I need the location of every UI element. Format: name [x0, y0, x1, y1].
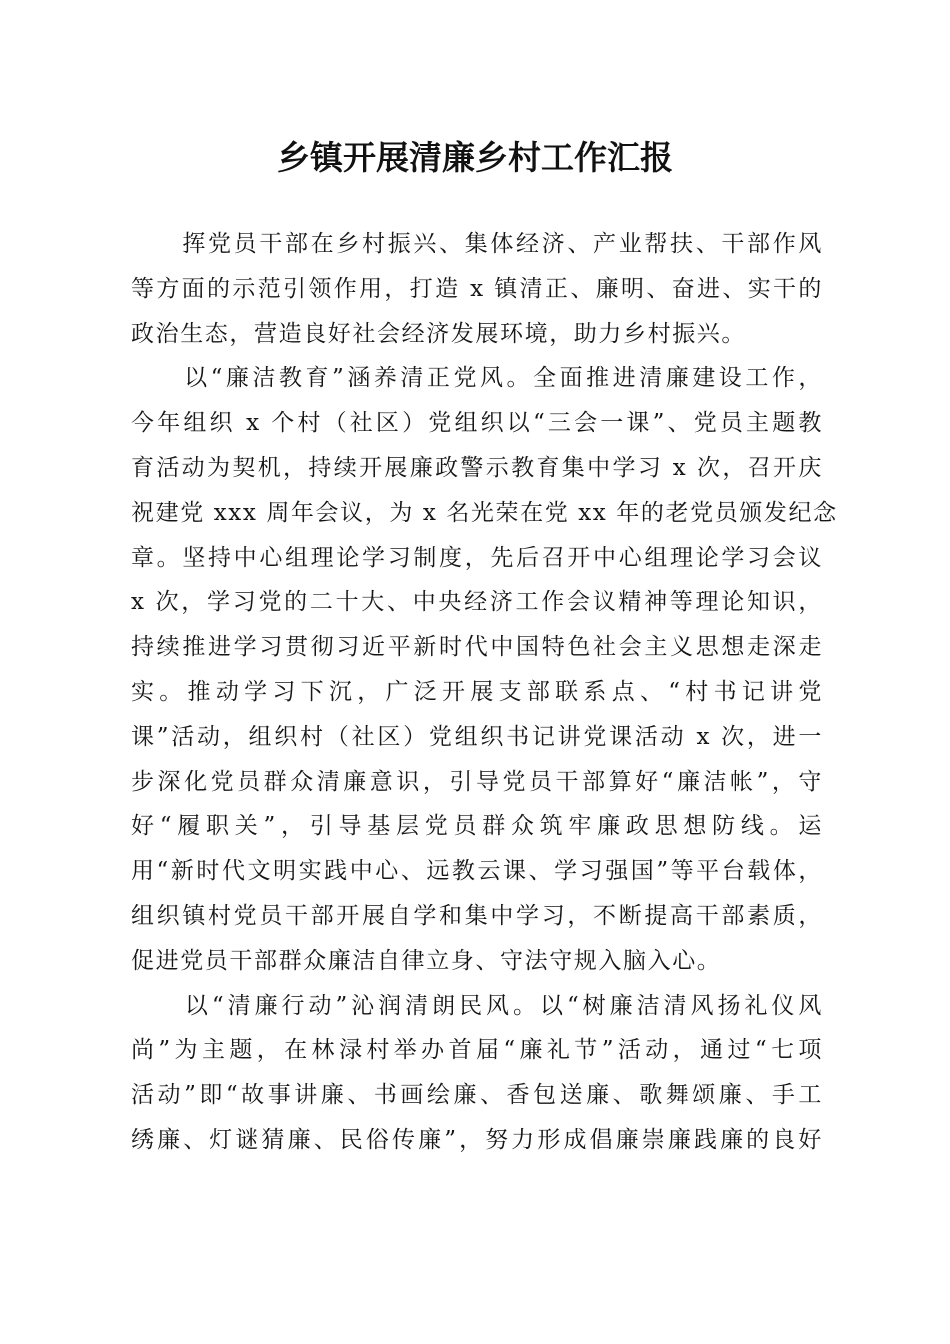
document-body: [131, 222, 838, 1163]
paragraph-2: [131, 356, 838, 983]
text-line: 促进党员干部群众廉洁自律立身、守法守规入脑入心。: [131, 947, 722, 974]
text-line: 育活动为契机，持续开展廉政警示教育集中学习 x 次，召开庆: [131, 454, 823, 481]
text-line: 以“清廉行动”沁润清朗民风。以“树廉洁清风扬礼仪风: [131, 992, 823, 1019]
text-line: 持续推进学习贯彻习近平新时代中国特色社会主义思想走深走: [131, 634, 823, 661]
text-line: 政治生态，营造良好社会经济发展环境，助力乡村振兴。: [131, 320, 746, 347]
text-line: 等方面的示范引领作用，打造 x 镇清正、廉明、奋进、实干的: [131, 275, 823, 302]
text-line: 活动”即“故事讲廉、书画绘廉、香包送廉、歌舞颂廉、手工: [131, 1082, 823, 1109]
document-title: 乡镇开展清廉乡村工作汇报: [277, 138, 673, 177]
text-line: 组织镇村党员干部开展自学和集中学习，不断提高干部素质，: [131, 902, 823, 929]
text-line: 绣廉、灯谜猜廉、民俗传廉”，努力形成倡廉崇廉践廉的良好: [131, 1126, 823, 1153]
text-line: 用“新时代文明实践中心、远教云课、学习强国”等平台载体，: [131, 858, 823, 885]
text-line: 尚”为主题，在林渌村举办首届“廉礼节”活动，通过“七项: [131, 1037, 823, 1064]
text-line: 实。推动学习下沉，广泛开展支部联系点、“村书记讲党: [131, 678, 823, 705]
text-line: 章。坚持中心组理论学习制度，先后召开中心组理论学习会议: [131, 544, 823, 571]
text-line: 祝建党 xxx 周年会议，为 x 名光荣在党 xx 年的老党员颁发纪念: [131, 499, 838, 526]
text-line: 挥党员干部在乡村振兴、集体经济、产业帮扶、干部作风: [131, 231, 823, 257]
text-line: 步深化党员群众清廉意识，引导党员干部算好“廉洁帐”，守: [131, 768, 823, 795]
text-line: 今年组织 x 个村（社区）党组织以“三会一课”、党员主题教: [131, 410, 823, 437]
paragraph-3: [131, 984, 823, 1163]
text-line: 课”活动，组织村（社区）党组织书记讲党课活动 x 次，进一: [131, 723, 823, 750]
text-line: 以“廉洁教育”涵养清正党风。全面推进清廉建设工作，: [131, 365, 823, 392]
paragraph-1: [131, 222, 823, 356]
text-line: 好“履职关”，引导基层党员群众筑牢廉政思想防线。运: [131, 813, 823, 840]
text-line: x 次，学习党的二十大、中央经济工作会议精神等理论知识，: [131, 589, 823, 616]
